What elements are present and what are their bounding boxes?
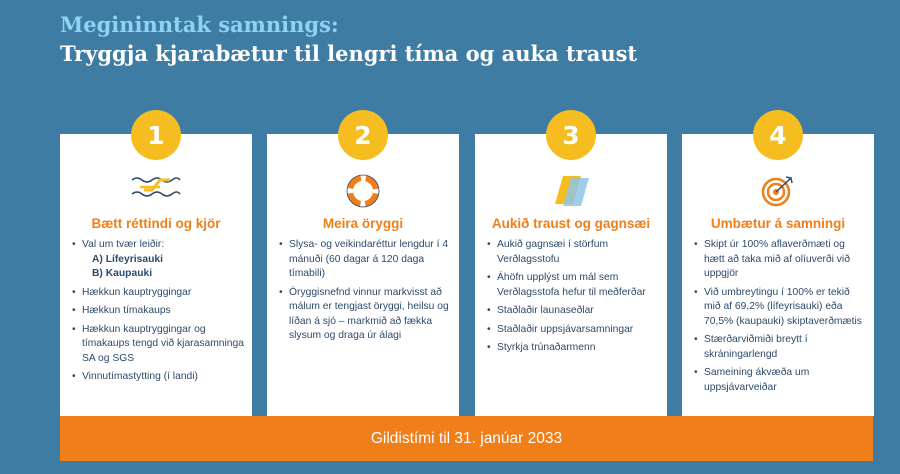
step-badge-3: 3 [546, 110, 596, 160]
card-safety [267, 134, 459, 416]
list-item: • Hækkun kauptryggingar [82, 286, 246, 301]
validity-banner: Gildistími til 31. janúar 2033 [60, 416, 873, 461]
card-list [70, 238, 246, 389]
card-title: Bætt réttindi og kjör [91, 216, 221, 231]
card-list [485, 238, 661, 360]
page-title: Megininntak samnings: [60, 12, 339, 37]
page-subtitle: Tryggja kjarabætur til lengri tíma og auka traust [60, 41, 638, 66]
step-badge-4: 4 [753, 110, 803, 160]
list-item: • Slysa- og veikindaréttur lengdur í 4 mánuði (60 dagar á 120 daga tímabili) [289, 238, 453, 282]
sub-option-a: A) Lífeyrisauki [92, 253, 163, 265]
card-rights [60, 134, 252, 416]
list-item: • Staðlaðir uppsjávarsamningar [497, 323, 661, 338]
step-badge-2: 2 [338, 110, 388, 160]
list-item: • Vinnutímastytting (í landi) [82, 370, 246, 385]
lifebuoy-icon [346, 174, 380, 208]
list-item: • Aukið gagnsæi í störfum Verðlagsstofu [497, 238, 661, 267]
card-trust [475, 134, 667, 416]
list-item: • Öryggisnefnd vinnur markvisst að málum er tengjast öryggi, heilsu og líðan á sjó – markmið að fækka slysum og draga úr álagi [289, 286, 453, 344]
list-item: • Styrkja trúnaðarmenn [497, 341, 661, 356]
card-improvements [682, 134, 874, 416]
card-title: Aukið traust og gagnsæi [491, 216, 651, 231]
target-icon [761, 174, 795, 208]
transparency-icon [551, 174, 591, 208]
waves-icon [130, 174, 182, 200]
list-item: • Hækkun kauptryggingar og tímakaups tengd við kjarasamninga SA og SGS [82, 323, 246, 367]
card-title: Meira öryggi [322, 216, 404, 231]
card-list [692, 238, 868, 399]
list-item-label: Val um tvær leiðir: [82, 239, 165, 250]
card-list [277, 238, 453, 348]
list-item [82, 238, 246, 282]
sub-option-b: B) Kaupauki [92, 268, 153, 279]
card-title: Umbætur á samningi [710, 216, 846, 231]
list-item: • Staðlaðir launaseðlar [497, 304, 661, 319]
list-item: • Sameining ákvæða um uppsjávarveiðar [704, 366, 868, 395]
list-item: • Skipt úr 100% aflaverðmæti og hætt að taka mið af olíuverði við uppgjör [704, 238, 868, 282]
list-item: • Áhöfn upplýst um mál sem Verðlagsstofa hefur til meðferðar [497, 271, 661, 300]
list-item: • Stærðarviðmiði breytt í skráningarlengd [704, 333, 868, 362]
step-badge-1: 1 [131, 110, 181, 160]
list-item: • Við umbreytingu í 100% er tekið mið af 69,2% (lífeyrisauki) eða 70,5% (kaupauki) skiptaverðmætis [704, 286, 868, 330]
list-item: • Hækkun tímakaups [82, 304, 246, 319]
